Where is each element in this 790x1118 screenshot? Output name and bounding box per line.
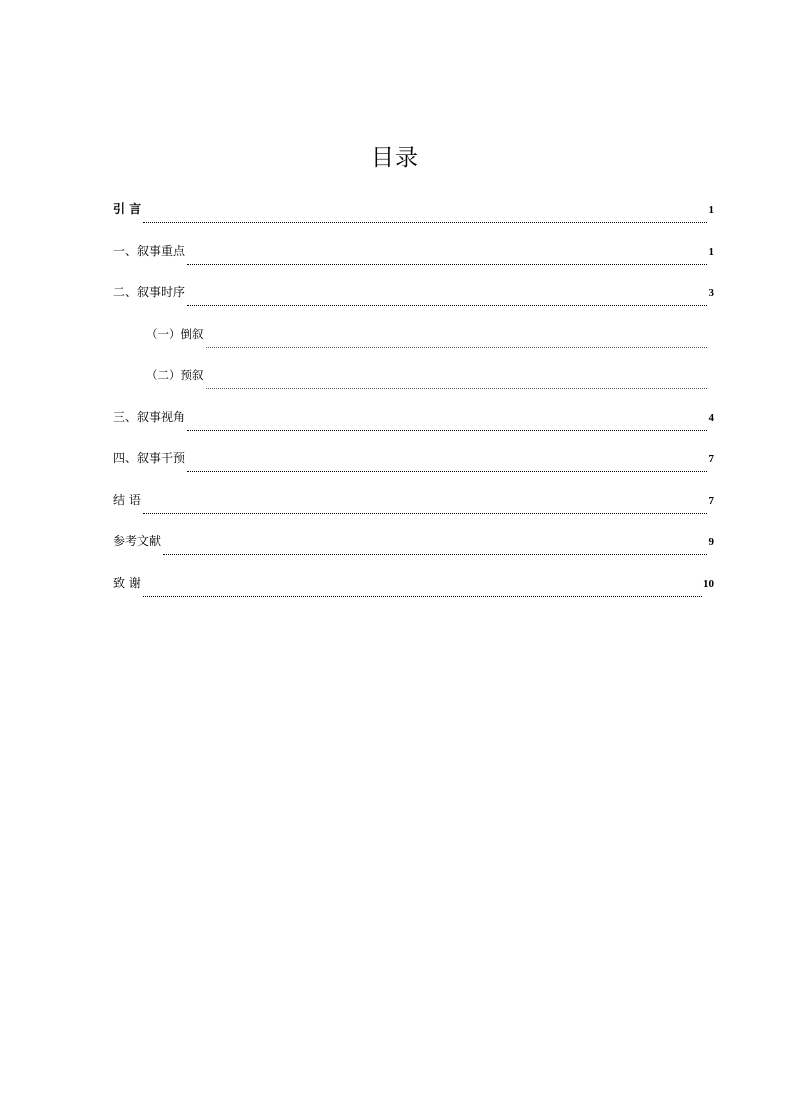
toc-entry-label: 致 谢 <box>113 575 141 590</box>
toc-title: 目录 <box>371 145 419 171</box>
toc-entry[interactable] <box>113 406 714 448</box>
toc-entry-label: 三、叙事视角 <box>113 409 186 424</box>
toc-list <box>113 198 714 613</box>
toc-entry-label: 四、叙事干预 <box>113 451 186 465</box>
toc-entry[interactable] <box>113 489 714 531</box>
toc-subentry[interactable] <box>113 364 714 406</box>
toc-entry[interactable] <box>113 447 714 489</box>
toc-page-number: 7 <box>708 494 714 507</box>
toc-dot-leader <box>163 554 707 555</box>
toc-dot-leader <box>187 264 707 265</box>
toc-dot-leader <box>143 222 707 223</box>
toc-page-number: 9 <box>708 536 714 548</box>
toc-dot-leader <box>206 347 708 348</box>
toc-entry-label: 二、叙事时序 <box>113 285 186 299</box>
toc-entry[interactable] <box>113 198 714 240</box>
toc-entry-label: 结 语 <box>113 492 141 507</box>
toc-dot-leader <box>143 596 702 597</box>
toc-page-number: 10 <box>703 577 714 590</box>
toc-dot-leader <box>187 305 707 306</box>
toc-subentry[interactable] <box>113 323 714 365</box>
toc-page-number: 1 <box>708 245 714 258</box>
toc-page-number: 4 <box>708 411 714 424</box>
toc-entry-label: 一、叙事重点 <box>113 243 186 258</box>
toc-entry[interactable] <box>113 281 714 323</box>
toc-dot-leader <box>187 471 707 472</box>
toc-dot-leader <box>143 513 707 514</box>
toc-page-number: 3 <box>708 287 714 299</box>
toc-entry[interactable] <box>113 572 714 614</box>
toc-page-number: 1 <box>708 204 714 216</box>
toc-page-number: 7 <box>708 453 714 465</box>
toc-entry-label: 引 言 <box>113 202 142 216</box>
toc-dot-leader <box>206 388 708 389</box>
toc-entry-label: （一）倒叙 <box>146 326 204 341</box>
toc-entry-label: 参考文献 <box>113 534 162 548</box>
toc-entry-label: （二）预叙 <box>146 368 204 382</box>
toc-entry[interactable] <box>113 240 714 282</box>
toc-dot-leader <box>187 430 707 431</box>
toc-entry[interactable] <box>113 530 714 572</box>
